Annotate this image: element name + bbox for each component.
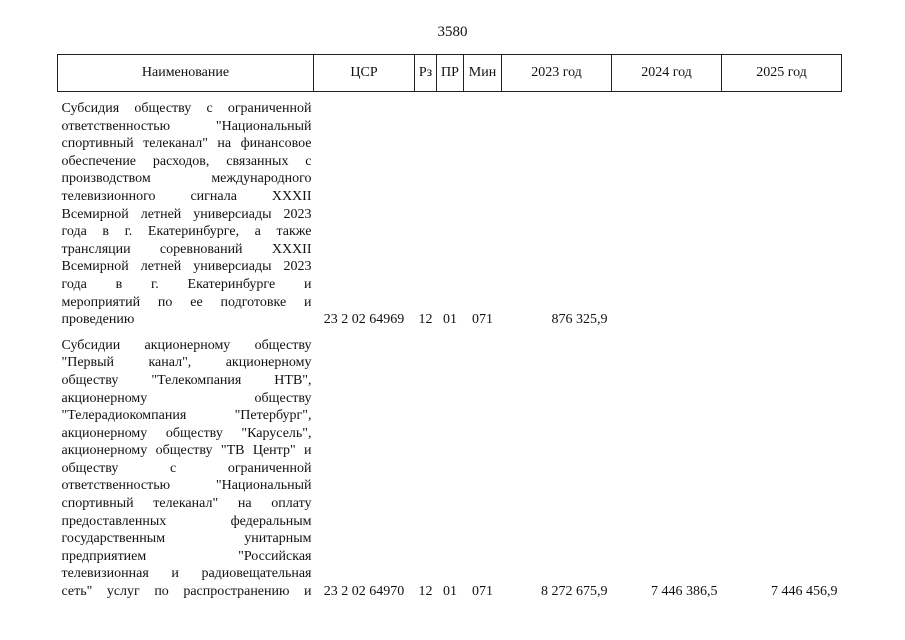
row-min: 071	[472, 584, 493, 600]
row-min: 071	[472, 312, 493, 328]
name-line: обществу с ограниченной	[61, 460, 312, 476]
header-min: Мин	[464, 55, 502, 92]
name-line: Всемирной летней универсиады 2023	[61, 206, 312, 222]
name-line: производством международного	[61, 171, 312, 187]
row-2024: 7 446 386,5	[651, 584, 718, 600]
name-line: телевизионная и радиовещательная	[61, 566, 312, 582]
row-2023: 876 325,9	[551, 312, 608, 328]
name-line: Субсидия обществу с ограниченной	[61, 101, 312, 116]
header-pr: ПР	[437, 55, 464, 92]
name-line: года в г. Екатеринбурге, а также	[61, 224, 312, 240]
name-line: ответственностью "Национальный	[61, 478, 312, 494]
name-line: предприятием "Российская	[61, 548, 312, 564]
name-line: телевизионного сигнала XXXII	[61, 188, 312, 204]
name-line: "Телерадиокомпания "Петербург",	[61, 408, 312, 424]
name-line: Субсидии акционерному обществу	[61, 337, 312, 353]
row-2025: 7 446 456,9	[771, 584, 838, 600]
row-2023: 8 272 675,9	[541, 584, 608, 600]
table-row	[58, 329, 842, 601]
row-name	[58, 329, 314, 601]
row-rz: 12	[418, 584, 433, 600]
name-line: акционерному обществу "ТВ Центр" и	[61, 443, 312, 459]
name-line: трансляции соревнований XXXII	[61, 241, 312, 257]
name-line: государственным унитарным	[61, 531, 312, 547]
name-line: ответственностью "Национальный	[61, 118, 312, 134]
table-header-row	[58, 55, 842, 92]
table-row	[58, 92, 842, 329]
name-line: спортивный телеканал" на финансовое	[61, 136, 312, 152]
name-line: обществу "Телекомпания НТВ",	[61, 372, 312, 388]
budget-table	[57, 54, 842, 601]
header-csr: ЦСР	[314, 55, 415, 92]
row-csr: 23 2 02 64970	[323, 584, 405, 600]
row-name	[58, 92, 314, 329]
row-2024	[612, 92, 722, 329]
header-2024: 2024 год	[612, 55, 722, 92]
row-2025	[722, 92, 842, 329]
name-line: обеспечение расходов, связанных с	[61, 153, 312, 169]
name-line: предоставленных федеральным	[61, 513, 312, 529]
page-number: 3580	[437, 24, 468, 40]
row-pr: 01	[443, 584, 457, 600]
header-2025: 2025 год	[722, 55, 842, 92]
row-pr: 01	[443, 312, 457, 328]
name-line: проведению	[61, 312, 135, 328]
name-line: "Первый канал", акционерному	[61, 355, 312, 371]
name-line: акционерному обществу "Карусель",	[61, 425, 312, 441]
header-2023: 2023 год	[502, 55, 612, 92]
header-rz: Рз	[415, 55, 437, 92]
header-name: Наименование	[58, 55, 314, 92]
name-line: года в г. Екатеринбурге и	[61, 276, 312, 292]
name-line: акционерному обществу	[61, 390, 312, 406]
name-line: мероприятий по ее подготовке и	[61, 294, 312, 310]
name-line: Всемирной летней универсиады 2023	[61, 259, 312, 275]
name-line: спортивный телеканал" на оплату	[61, 496, 312, 512]
row-csr: 23 2 02 64969	[323, 312, 405, 328]
row-rz: 12	[418, 312, 433, 328]
name-line: сеть" услуг по распространению и	[61, 584, 312, 600]
